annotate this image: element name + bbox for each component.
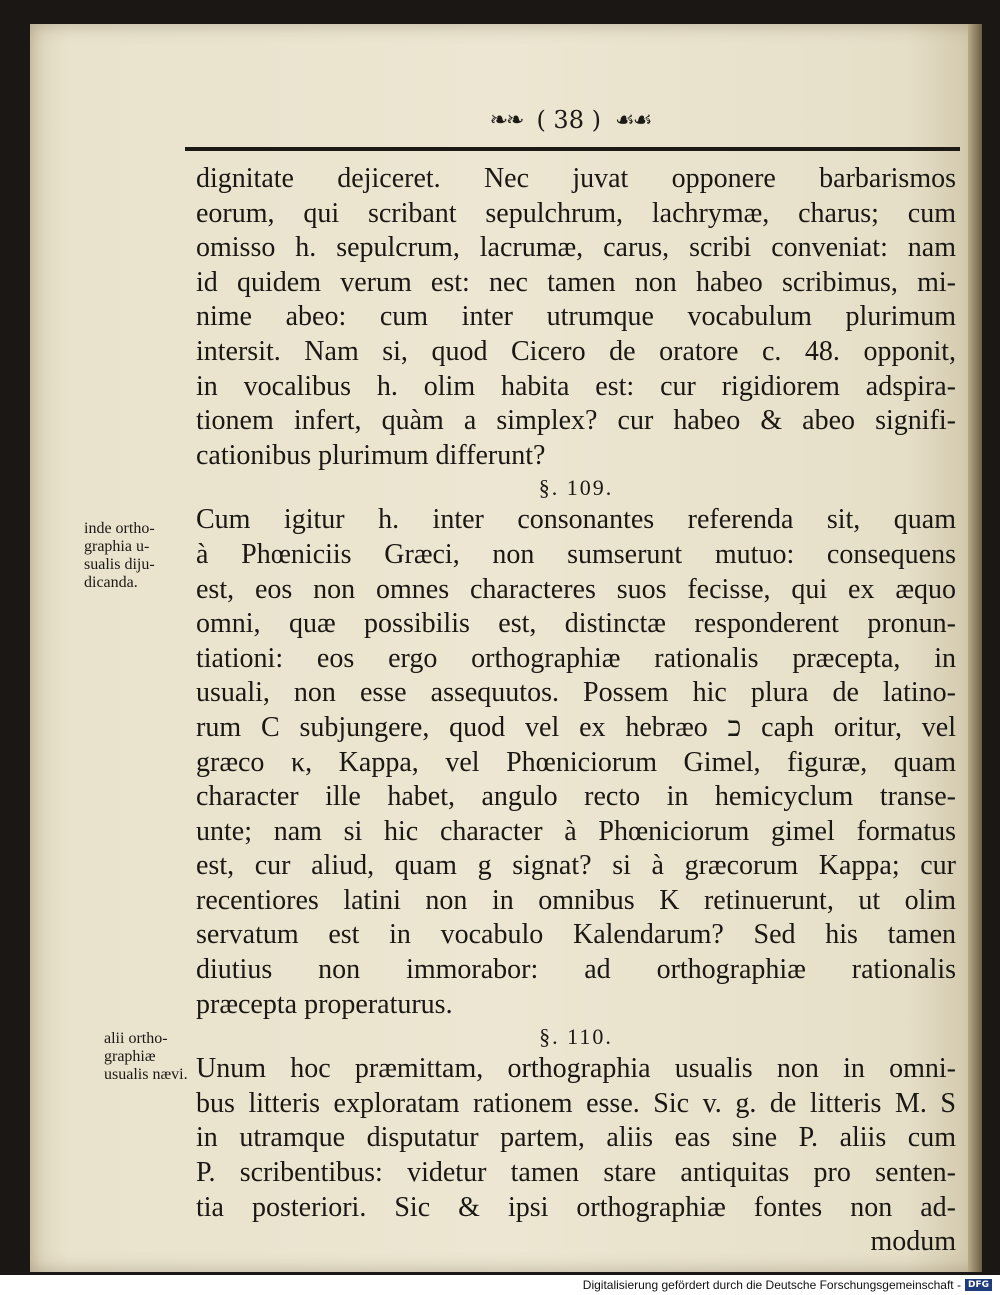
dfg-logo-icon: DFG [965, 1279, 992, 1291]
text-line: est, eos non omnes characteres suos fecisse, qui ex æquo [196, 573, 956, 605]
text-line: P. scribentibus: videtur tamen stare antiquitas pro senten- [196, 1157, 956, 1189]
text-line: Cum igitur h. inter consonantes referenda sit, quam [196, 504, 956, 536]
margin-note-110 [104, 1030, 214, 1084]
text-line: nime abeo: cum inter utrumque vocabulum plurimum [196, 301, 956, 333]
text-line: dignitate dejiceret. Nec juvat opponere barbarismos [196, 163, 956, 194]
ornament-left-icon: ❧❧ [489, 107, 523, 133]
text-line: omni, quæ possibilis est, distinctæ responderent pronun- [196, 608, 956, 640]
text-line: bus litteris exploratam rationem esse. Sic v. g. de litteris M. S [196, 1087, 956, 1119]
text-line: à Phœniciis Græci, non sumserunt mutuo: consequens [196, 538, 956, 570]
text-line: præcepta properaturus. [196, 988, 453, 1020]
text-line: omisso h. sepulcrum, lacrumæ, carus, scribi conveniat: nam [196, 232, 956, 264]
text-line: diutius non immorabor: ad orthographiæ rationalis [196, 954, 956, 986]
footer-credit: Digitalisierung gefördert durch die Deutsche Forschungsgemeinschaft - [582, 1278, 961, 1292]
text-line: tionem infert, quàm a simplex? cur habeo & abeo signifi- [196, 405, 956, 437]
margin-note-109 [84, 520, 204, 592]
page-number: ( 38 ) [536, 106, 601, 134]
text-line: græco κ, Kappa, vel Phœniciorum Gimel, figuræ, quam [196, 746, 956, 778]
text-line: recentiores latini non in omnibus K retinuerunt, ut olim [196, 884, 956, 916]
margin-note-line: sualis diju- [84, 556, 155, 573]
text-line: tia posteriori. Sic & ipsi orthographiæ fontes non ad- [196, 1191, 956, 1223]
catchword: modum [870, 1226, 956, 1258]
text-line: eorum, qui scribant sepulchrum, lachrymæ, charus; cum [196, 197, 956, 229]
text-line: intersit. Nam si, quod Cicero de oratore c. 48. opponit, [196, 335, 956, 367]
text-line: character ille habet, angulo recto in hemicyclum transe- [196, 781, 956, 813]
margin-note-line: graphia u- [84, 538, 150, 555]
section-heading-110: §. 110. [539, 1024, 613, 1050]
body-text [196, 162, 956, 1260]
paragraph-109 [196, 503, 956, 1022]
page-edge [968, 24, 982, 1272]
paragraph-top [196, 162, 956, 473]
margin-note-line: inde ortho- [84, 520, 155, 537]
margin-note-line: usualis nævi. [104, 1066, 188, 1083]
text-line: Unum hoc præmittam, orthographia usualis non in omni- [196, 1053, 956, 1085]
header-rule [185, 147, 960, 151]
text-line: est, cur aliud, quam g signat? si à græcorum Kappa; cur [196, 850, 956, 882]
text-line: id quidem verum est: nec tamen non habeo scribimus, mi- [196, 266, 956, 298]
text-line: rum C subjungere, quod vel ex hebræo כ caph oritur, vel [196, 711, 956, 743]
text-line: in vocalibus h. olim habita est: cur rigidiorem adspira- [196, 370, 956, 402]
text-line: usuali, non esse assequutos. Possem hic plura de latino- [196, 677, 956, 709]
page-header [440, 100, 700, 140]
margin-note-line: alii ortho- [104, 1030, 168, 1047]
footer-bar [0, 1275, 1000, 1295]
margin-note-line: dicanda. [84, 574, 138, 591]
text-line: cationibus plurimum differunt? [196, 439, 546, 471]
section-heading-109: §. 109. [538, 475, 614, 501]
text-line: tiationi: eos ergo orthographiæ rationalis præcepta, in [196, 642, 956, 674]
margin-note-line: graphiæ [104, 1048, 156, 1065]
text-line: servatum est in vocabulo Kalendarum? Sed his tamen [196, 919, 956, 951]
text-line: in utramque disputatur partem, aliis eas sine P. aliis cum [196, 1122, 956, 1154]
paragraph-110 [196, 1052, 956, 1260]
text-line: unte; nam si hic character à Phœniciorum gimel formatus [196, 815, 956, 847]
ornament-right-icon: ☙☙ [614, 107, 651, 133]
